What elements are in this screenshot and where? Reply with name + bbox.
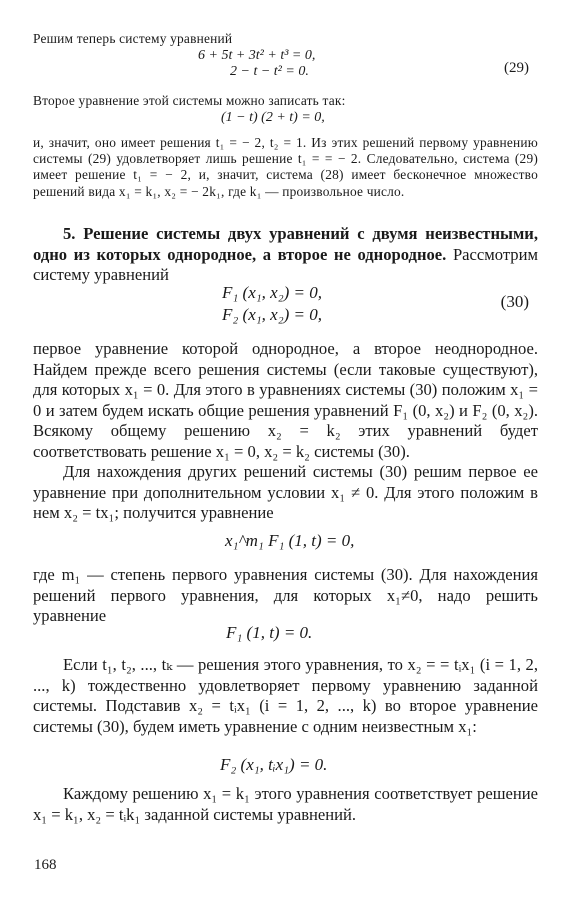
eq29-line1: 6 + 5t + 3t² + t³ = 0, bbox=[198, 48, 316, 63]
equation-F2: F₂ (x₁, tᵢx₁) = 0. bbox=[220, 755, 328, 774]
eq30-line1: F₁ (x₁, x₂) = 0, bbox=[222, 283, 322, 302]
eq30-number: (30) bbox=[500, 292, 529, 311]
section5-intro: Рассмотрим систему уравнений bbox=[33, 244, 538, 285]
section5-heading: 5. Решение системы двух уравнений с двумя неизвестными, одно из которых однородное, а второе не однородное. bbox=[33, 224, 538, 264]
paragraph-each-solution: Каждому решению x₁ = k₁ этого уравнения соответствует решение x₁ = k₁, x₂ = tᵢk₁ заданной системы уравнений. bbox=[33, 784, 538, 824]
eq30-line2: F₂ (x₁, x₂) = 0, bbox=[222, 305, 322, 324]
factor-equation: (1 − t) (2 + t) = 0, bbox=[221, 110, 325, 125]
paragraph-if-solutions: Если t₁, t₂, ..., tₖ — решения этого уравнения, то x₂ = = tᵢx₁ (i = 1, 2, ..., k) тождественно удовлетворяет первому уравнению заданной системы. Подставив x₂ = tᵢx₁ (i = 1, 2, ..., k) во второе уравнение системы (30), будем иметь уравнение с одним неизвестным x₁: bbox=[33, 655, 538, 736]
paragraph-first-homogeneous: первое уравнение которой однородное, а второе неоднородное. Найдем прежде всего решения системы (если таковые существуют), для которых x₁ = 0. Для этого в уравнениях системы (30) положим x₁ = 0 и затем будем искать общие решения уравнений F₁ (0, x₂) и F₂ (0, x₂). Всякому общему решению x₂ = k₂ этих уравнений будет соответствовать решение x₁ = 0, x₂ = k₂ системы (30). bbox=[33, 339, 538, 461]
second-eq-text: Второе уравнение этой системы можно записать так: bbox=[33, 93, 346, 108]
section5-paragraph bbox=[33, 224, 538, 286]
equation-xm: x₁^m₁ F₁ (1, t) = 0, bbox=[225, 531, 355, 550]
paragraph-m1: где m₁ — степень первого уравнения системы (30). Для нахождения решений первого уравнения, для которых x₁≠0, надо решить уравнение bbox=[33, 565, 538, 626]
solutions-paragraph: и, значит, оно имеет решения t₁ = − 2, t₂ = 1. Из этих решений первому уравнению системы (29) удовлетворяет лишь решение t₁ = = − 2. Следовательно, система (29) имеет решение t₁ = − 2, и, значит, система (28) имеет бесконечное множество решений вида x₁ = k₁, x₂ = − 2k₁, где k₁ — произвольное число. bbox=[33, 135, 538, 199]
top-intro-text: Решим теперь систему уравнений bbox=[33, 31, 233, 46]
equation-F1-t: F₁ (1, t) = 0. bbox=[226, 623, 313, 642]
eq29-number: (29) bbox=[504, 60, 529, 76]
page-number: 168 bbox=[34, 857, 57, 873]
paragraph-other-solutions: Для нахождения других решений системы (30) решим первое ее уравнение при дополнительном условии x₁ ≠ 0. Для этого положим в нем x₂ = tx₁; получится уравнение bbox=[33, 462, 538, 523]
eq29-line2: 2 − t − t² = 0. bbox=[230, 64, 309, 79]
